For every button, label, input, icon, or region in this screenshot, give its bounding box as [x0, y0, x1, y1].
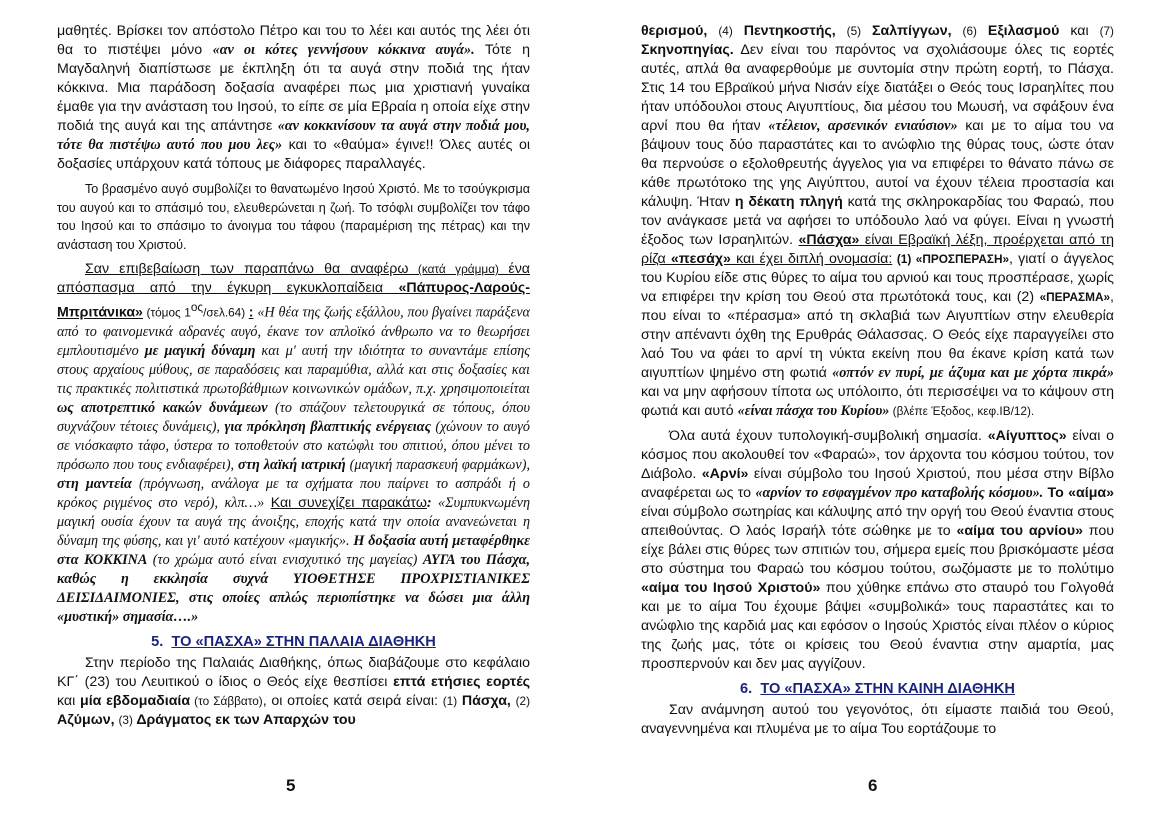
paragraph-old-testament: Στην περίοδο της Παλαιάς Διαθήκης, όπως διαβάζουμε στο κεφάλαιο ΚΓ΄ (23) του Λευιτικού ο ίδιος ο Θεός είχε θεσπίσει επτά ετήσιες εορτές και μία εβδομαδιαία (το Σάββατο), οι οποίες κατά σειρά είναι: (1) Πάσχα, (2) Αζύμων, (3) Δράγματος εκ των Απαρχών του	[57, 654, 531, 728]
paragraph: μαθητές. Βρίσκει τον απόστολο Πέτρο και του το λέει και αυτός της λέει ότι θα το πιστέψει μόνο «αν οι κότες γεννήσουν κόκκινα αυγά». Τότε η Μαγδαληνή διαπίστωσε με έκπληξη ότι τα αυγά στην ποδιά της ήταν κόκκινα. Μια παράδοση δοξασία αναφέρει πως μια χριστιανή γυναίκα έμαθε για την ανάσταση του Ιησού, το είπε σε μία Εβραία η οποία είχε στην ποδιά της αυγά και της απάντησε «αν κοκκινίσουν τα αυγά στην ποδιά μου, τότε θα πιστέψω αυτό που μου λες» και το «θαύμα» έγινε!! Όλες αυτές οι δοξασίες υπάρχουν κατά τόπους με διάφορες παραλλαγές.	[57, 23, 531, 172]
paragraph-passover: θερισμού, (4) Πεντηκοστής, (5) Σαλπίγγων, (6) Εξιλασμού και (7) Σκηνοπηγίας. Δεν είναι του παρόντος να σχολιάσουμε όλες τις εορτές αυτές, απλά θα αναφερθούμε με συντομία στην πρώτη εορτή, το Πάσχα. Στις 14 του Εβραϊκού μήνα Νισάν είχε διατάξει ο Θεός τους Ισραηλίτες που ήταν υπόδουλοι στους Αιγυπτίους, δια μέσου του Μωυσή, να σφάξουν ένα αρνί που θα ήταν «τέλειον, αρσενικόν ενιαύσιον» και με το αίμα του να βάψουν τους δύο παραστάτες και το ανώφλιο της θύρας τους, ώστε όταν θα περνούσε ο εξολοθρευτής άγγελος για να επιφέρει το θάνατο πάνω σε κάθε πρωτότοκο της γης Αιγύπτου, αυτοί να έχουν τέλεια προστασία και κάλυψη. Ήταν η δέκατη πληγή κατά της σκληροκαρδίας του Φαραώ, που τον ανάγκασε μετά να αφήσει το υπόδουλο λαό να φύγει. Είναι η γνωστή έξοδος των Ισραηλιτών. «Πάσχα» είναι Εβραϊκή λέξη, προέρχεται από τη ρίζα «πεσάχ» και έχει διπλή ονομασία: (1) «ΠΡΟΣΠΕΡΑΣΗ», γιατί ο άγγελος του Κυρίου είδε στις θύρες το αίμα του αρνιού και τους προσπέρασε, χωρίς να επιφέρει την κρίση του Θεού στα πρωτότοκά τους, και (2) «ΠΕΡΑΣΜΑ», που είναι το «πέρασμα» από τη σκλαβιά των Αιγυπτίων στην ελευθερία στην απέναντι όχθη της Ερυθράς Θάλασσας. Ο Θεός είχε παραγγείλει στο λαό Του να φάει το αρνί τη νύκτα εκείνη που θα έκανε κρίση κατά των αιγυπτίων ψημένο στη φωτιά «οπτόν εν πυρί, με άζυμα και με χόρτα πικρά» και να μην αφήσουν τίποτα ως υπόλοιπο, ότι περισσέψει να το κάψουν στη φωτιά και αυτό «είναι πάσχα του Κυρίου» (βλέπε Έξοδος, κεφ.ΙΒ/12).	[641, 23, 1115, 419]
page-number-left: 5	[286, 776, 296, 795]
section-heading-6: 6. ΤΟ «ΠΑΣΧΑ» ΣΤΗΝ ΚΑΙΝΗ ΔΙΑΘΗΚΗ	[740, 681, 1015, 697]
right-page	[641, 22, 1114, 739]
paragraph-symbolism-right: Όλα αυτά έχουν τυπολογική-συμβολική σημασία. «Αίγυπτος» είναι ο κόσμος που ακολουθεί τον «Φαραώ», τον άρχοντα του κόσμου τούτου, τον Διάβολο. «Αρνί» είναι σύμβολο του Ιησού Χριστού, που μέσα στην Βίβλο αναφέρεται ως το «αρνίον το εσφαγμένον προ καταβολής κόσμου». Το «αίμα» είναι σύμβολο σωτηρίας και κάλυψης από την οργή του Θεού έναντια στους απειθούντας. Ο λαός Ισραήλ τότε σώθηκε με το «αίμα του αρνίου» που είχε βάλει στις θύρες των σπιτιών του, σήμερα εμείς που βρισκόμαστε μέσα στο σύστημα του Φαραώ του κόσμου τούτου, σωζόμαστε με το πολύτιμο «αίμα του Ιησού Χριστού» που χύθηκε επάνω στο σταυρό του Γολγοθά και με το αίμα Του έχουμε βάψει «συμβολικά» τους παραστάτες και το ανώφλιο της καρδιά μας και εφόσον ο Ιησούς Χριστός είναι πλέον ο κύριος της ζωής μας, τότε οι κρίσεις του Θεού έναντια στην αμαρτία, μας προσπερνούν και δεν μας αγγίζουν.	[641, 428, 1115, 672]
page-number-right: 6	[868, 776, 878, 795]
paragraph-new-testament: Σαν ανάμνηση αυτού του γεγονότος, ότι είμαστε παιδιά του Θεού, αναγεννημένα και πλυμένα με το αίμα Του εορτάζουμε το	[641, 702, 1114, 737]
paragraph-symbolism: Το βρασμένο αυγό συμβολίζει το θανατωμένο Ιησού Χριστό. Με το τσούγκρισμα του αυγού και το σπάσιμό του, ελευθερώνεται η ζωή. Το τσόφλι συμβολίζει τον τάφο του Ιησού και το σπάσιμο το άνοιγμα του τάφου (παραμέριση της πέτρας) και την ανάσταση του Χριστού.	[57, 182, 530, 252]
paragraph-quote: Σαν επιβεβαίωση των παραπάνω θα αναφέρω (κατά γράμμα) ένα απόσπασμα από την έγκυρη εγκυκλοπαίδεια «Πάπυρος-Λαρούς-Μπριτάνικα» (τόμος $1^{o\varsigma}/\sigma\varepsilon\lambda.64$) : «Η θέα της ζωής εξάλλου, που βγαίνει παράξενα από το φαινομενικά αδρανές αυγό, έκανε τον απλοϊκό άνθρωπο να το θεωρήσει εμπλουτισμένο με μαγική δύναμη και μ' αυτή την ιδιότητα το συναντάμε επίσης στους αρχαίους μύθους, σε παραδόσεις και παραμύθια, αλλά και στις δοξασίες και τις πρακτικές πολιτιστικά πρωτοβάθμιων κοινωνικών ομάδων, π.χ. χρησιμοποιείται ως αποτρεπτικό κακών δυνάμεων (το σπάζουν τελετουργικά σε τόπους, όπου συχνάζουν τέτοιες δυνάμεις), για πρόκληση βλαπτικής ενέργειας (χώνουν το αυγό σε νιόσκαφτο τάφο, ύστερα το τοποθετούν στο κατώφλι του σπιτιού, όπου μένει το πρόσωπο που τους ενδιαφέρει), στη λαϊκή ιατρική (μαγική παρασκευή φαρμάκων), στη μαντεία (πρόγνωση, ανάλογα με τα σχήματα που παίρνει το ασπράδι ή ο κρόκος ριγμένος στο νερό), κλπ…» Και συνεχίζει παρακάτω: «Συμπυκνωμένη μαγική ουσία έχουν τα αυγά της άνοιξης, εποχής κατά την οποία ανανεώνεται η δύναμη της φύσης, και γι' αυτό κατέχουν «μαγικής». Η δοξασία αυτή μεταφέρθηκε στα ΚΟΚΚΙΝΑ (το χρώμα αυτό είναι ενισχυτικό της μαγείας) ΑΥΓΑ του Πάσχα, καθώς η εκκλησία συχνά ΥΙΟΘΕΤΗΣΕ ΠΡΟΧΡΙΣΤΙΑΝΙΚΕΣ ΔΕΙΣΙΔΑΙΜΟΝΙΕΣ, στις οποίες απλώς περιοπίστηκε να δώσει μια άλλη «μυστική» σημασία….»	[57, 261, 531, 625]
section-heading-5: 5. ΤΟ «ΠΑΣΧΑ» ΣΤΗΝ ΠΑΛΑΙΑ ΔΙΑΘΗΚΗ	[151, 633, 436, 650]
left-page	[57, 22, 530, 730]
